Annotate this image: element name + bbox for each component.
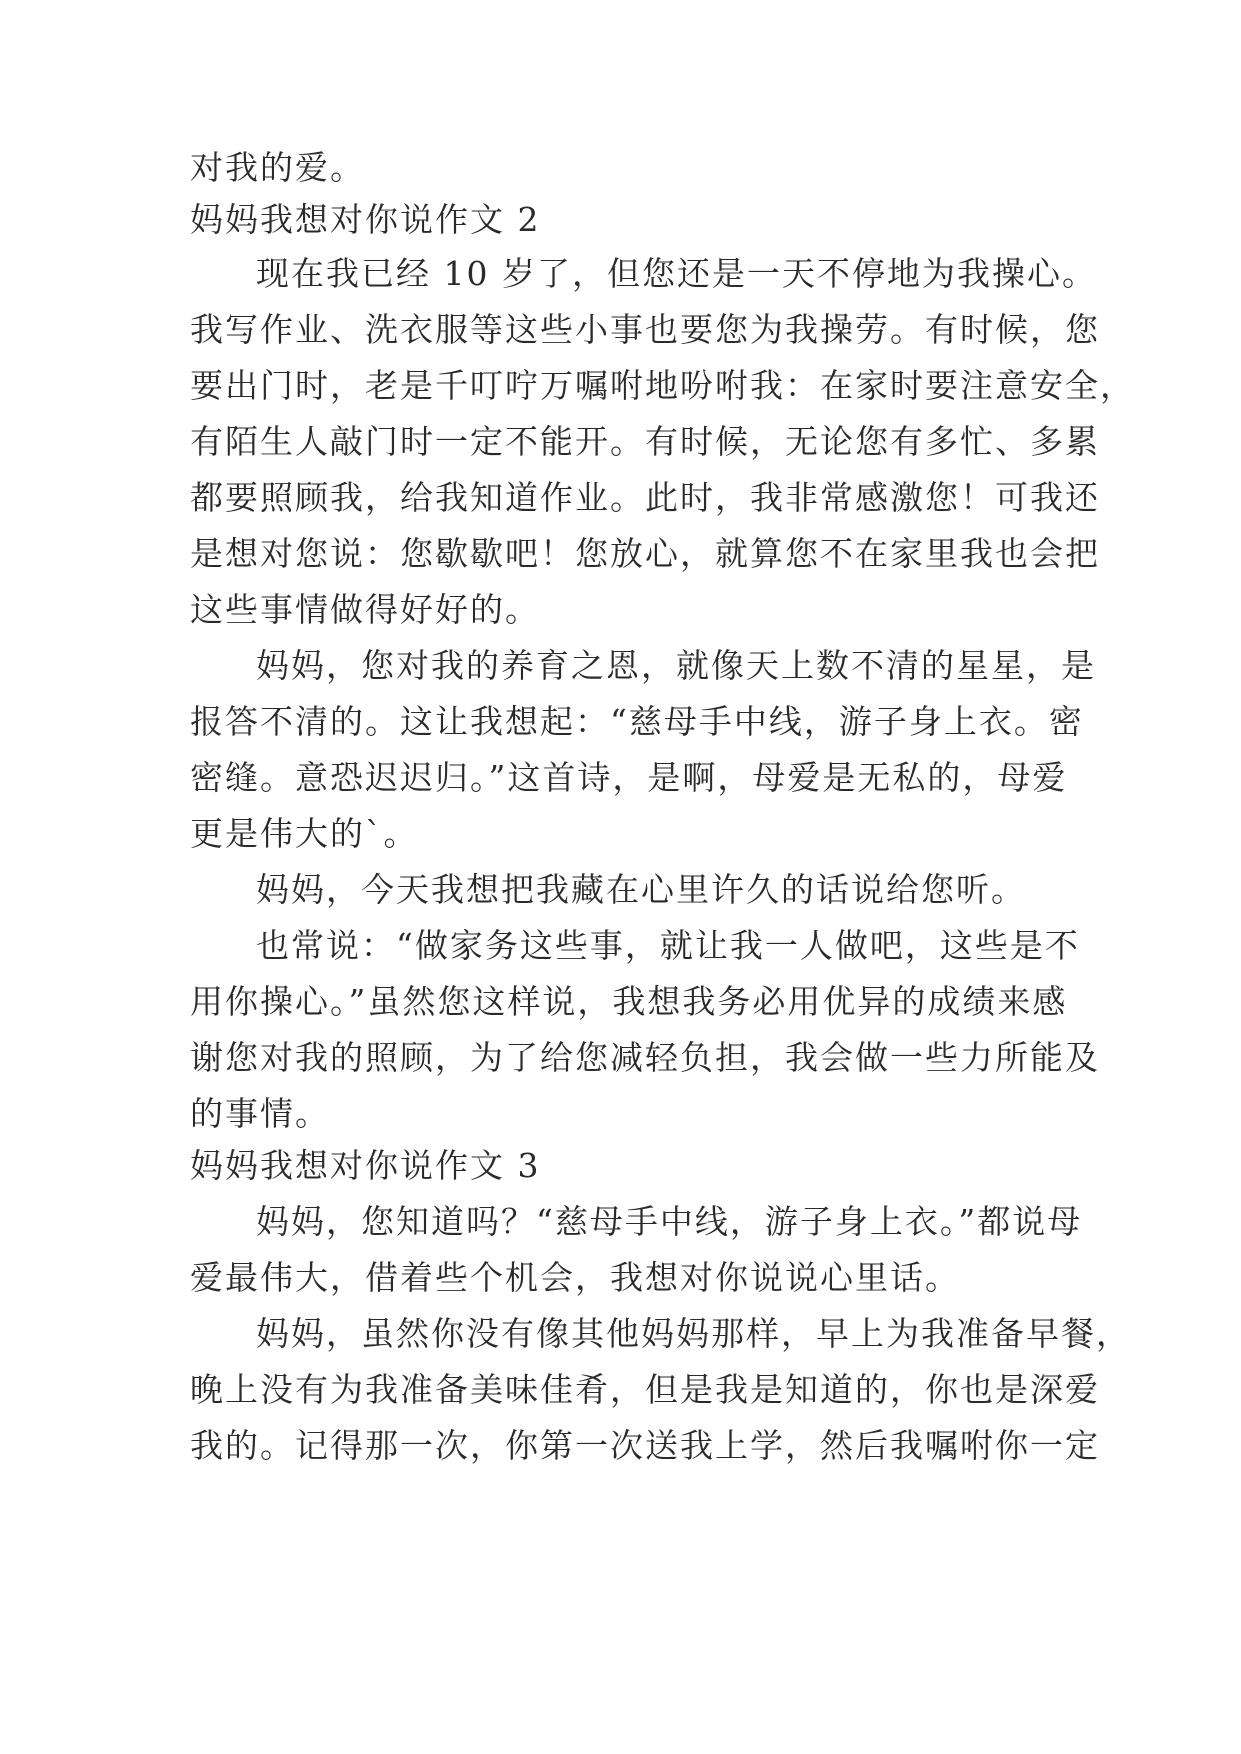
text-line: 我写作业、洗衣服等这些小事也要您为我操劳。有时候，您 [190,310,1100,349]
text-line: 要出门时，老是千叮咛万嘱咐地吩咐我：在家时要注意安全， [190,366,1135,405]
text-line: 妈妈，您知道吗？“慈母手中线，游子身上衣。”都说母 [256,1202,1083,1241]
text-line: 更是伟大的`。 [190,814,419,853]
text-line: 谢您对我的照顾，为了给您减轻负担，我会做一些力所能及 [190,1038,1100,1077]
text-line: 晚上没有为我准备美味佳肴，但是我是知道的，你也是深爱 [190,1370,1100,1409]
text-line: 都要照顾我，给我知道作业。此时，我非常感激您！可我还 [190,478,1100,517]
text-line: 这些事情做得好好的。 [190,590,540,629]
section-heading: 妈妈我想对你说作文 2 [190,200,541,239]
text-line: 我的。记得那一次，你第一次送我上学，然后我嘱咐你一定 [190,1426,1100,1465]
text-line: 对我的爱。 [190,148,365,187]
text-line: 也常说：“做家务这些事，就让我一人做吧，这些是不 [256,926,1080,965]
text-line: 报答不清的。这让我想起：“慈母手中线，游子身上衣。密 [190,702,1084,741]
text-line: 的事情。 [190,1094,330,1133]
text-line: 现在我已经 10 岁了，但您还是一天不停地为我操心。 [256,254,1097,293]
text-line: 有陌生人敲门时一定不能开。有时候，无论您有多忙、多累 [190,422,1100,461]
text-line: 密缝。意恐迟迟归。”这首诗，是啊，母爱是无私的，母爱 [190,758,1068,797]
text-line: 用你操心。”虽然您这样说，我想我务必用优异的成绩来感 [190,982,1068,1021]
text-line: 是想对您说：您歇歇吧！您放心，就算您不在家里我也会把 [190,534,1100,573]
section-heading: 妈妈我想对你说作文 3 [190,1146,541,1185]
text-line: 妈妈，虽然你没有像其他妈妈那样，早上为我准备早餐， [256,1314,1131,1353]
text-line: 妈妈，您对我的养育之恩，就像天上数不清的星星，是 [256,646,1096,685]
text-line: 妈妈，今天我想把我藏在心里许久的话说给您听。 [256,870,1026,909]
text-line: 爱最伟大，借着些个机会，我想对你说说心里话。 [190,1258,960,1297]
